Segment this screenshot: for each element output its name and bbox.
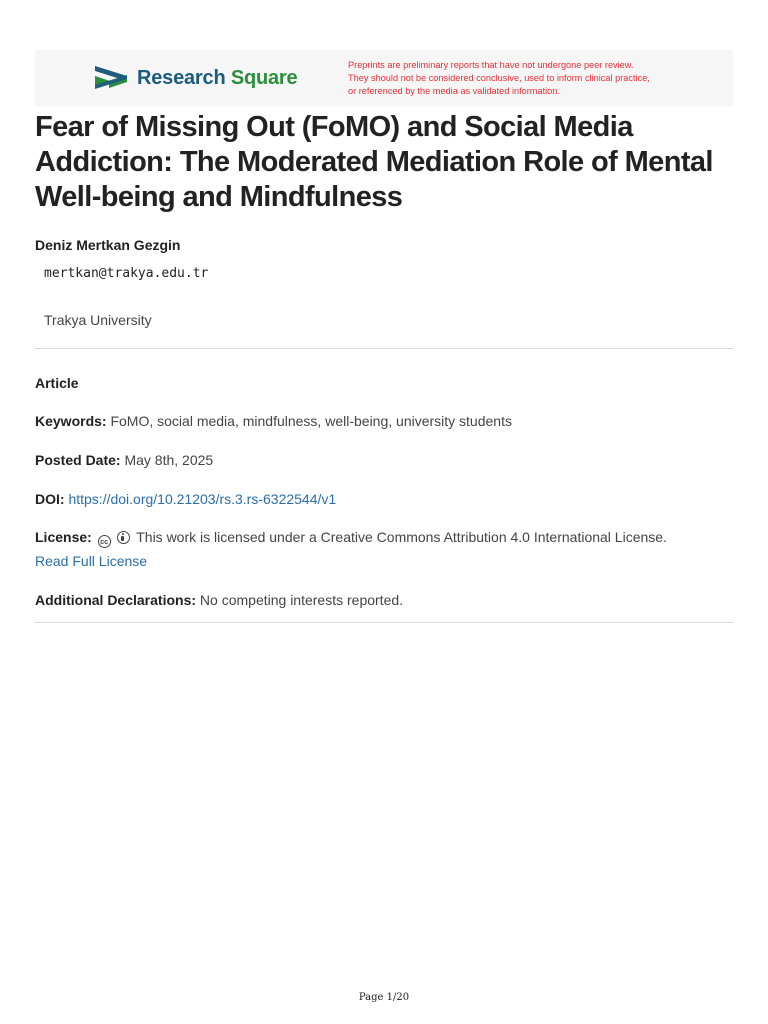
notice-line: Preprints are preliminary reports that have not undergone peer review. bbox=[348, 60, 634, 70]
research-square-logo-icon bbox=[93, 63, 129, 93]
posted-date-row bbox=[35, 452, 213, 468]
title-line: Addiction: The Moderated Mediation Role of Mental bbox=[35, 146, 713, 178]
declarations-value: No competing interests reported. bbox=[199, 592, 404, 608]
title-line: Well-being and Mindfulness bbox=[35, 181, 403, 213]
brand-research: Research bbox=[137, 66, 226, 89]
license-text: This work is licensed under a Creative Commons Attribution 4.0 International License. bbox=[136, 529, 667, 545]
keywords-row bbox=[35, 413, 512, 429]
brand-name bbox=[137, 67, 297, 90]
doi-link[interactable]: https://doi.org/10.21203/rs.3.rs-6322544/v1 bbox=[68, 491, 337, 507]
license-row bbox=[35, 529, 667, 548]
research-square-logo[interactable] bbox=[93, 63, 297, 93]
declarations-label: Additional Declarations: bbox=[35, 592, 197, 608]
preprint-banner bbox=[35, 50, 733, 106]
notice-line: or referenced by the media as validated information. bbox=[348, 85, 560, 96]
posted-date-label: Posted Date: bbox=[35, 452, 121, 468]
read-full-license-link[interactable]: Read Full License bbox=[35, 553, 148, 569]
license-label: License: bbox=[35, 529, 92, 545]
author-affiliation: Trakya University bbox=[44, 312, 152, 328]
declarations-row bbox=[35, 592, 403, 608]
doi-label: DOI: bbox=[35, 491, 65, 507]
attribution-icon bbox=[117, 531, 130, 544]
keywords-label: Keywords: bbox=[35, 413, 107, 429]
paper-title bbox=[35, 110, 735, 215]
page-number: Page 1/20 bbox=[358, 992, 410, 1003]
creative-commons-icon: cc bbox=[98, 535, 111, 548]
title-line: Fear of Missing Out (FoMO) and Social Media bbox=[35, 111, 633, 143]
divider bbox=[35, 348, 733, 349]
author-email[interactable]: mertkan@trakya.edu.tr bbox=[44, 266, 209, 281]
brand-square: Square bbox=[230, 66, 298, 89]
author-name: Deniz Mertkan Gezgin bbox=[35, 237, 181, 253]
posted-date-value: May 8th, 2025 bbox=[124, 452, 214, 468]
divider bbox=[35, 622, 733, 623]
doi-row bbox=[35, 491, 336, 507]
preprint-notice bbox=[348, 59, 718, 97]
keywords-value: FoMO, social media, mindfulness, well-being, university students bbox=[110, 413, 512, 429]
article-type: Article bbox=[35, 375, 79, 391]
notice-line: They should not be considered conclusive, used to inform clinical practice, bbox=[348, 72, 650, 83]
